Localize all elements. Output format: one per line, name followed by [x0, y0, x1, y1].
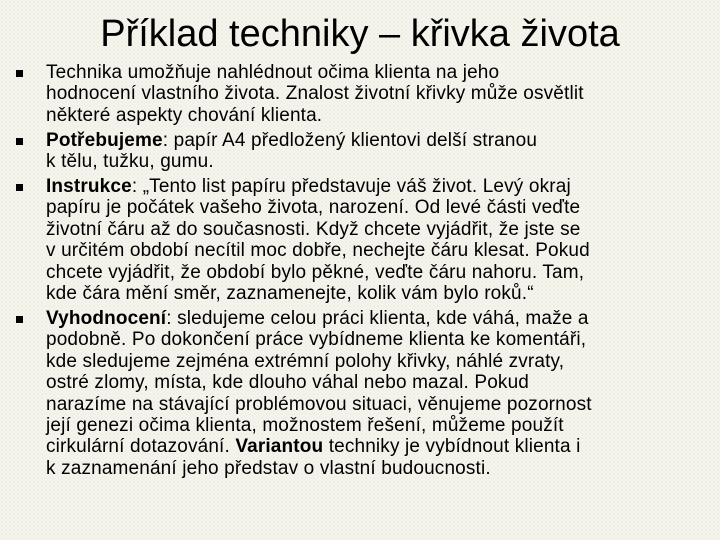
bullet-line: chcete vyjádřit, že období bylo pěkné, veďte čáru nahoru. Tam,	[46, 261, 585, 283]
bullet-line: papíru je počátek vašeho života, narození. Od levé části veďte	[46, 197, 581, 219]
bullet-line: její genezi očima klienta, možnostem řešení, můžeme použít	[46, 415, 564, 436]
bullet-text: : papír A4 předložený klientovi delší stranou	[162, 129, 538, 151]
bullet-line: životní čáru až do současnosti. Když chcete vyjádřit, že jste se	[46, 218, 581, 240]
bullet-label: Vyhodnocení	[46, 307, 167, 329]
bullet-mixed-line	[46, 436, 718, 457]
bullet-square-icon	[16, 316, 23, 323]
bullet-label: Potřebujeme	[46, 129, 163, 151]
bullet-text: techniky je vybídnout klienta i	[323, 436, 581, 458]
bullet-line: Technika umožňuje nahlédnout očima klienta na jeho	[46, 62, 500, 83]
bullet-text: cirkulární dotazování.	[46, 436, 236, 458]
bullet-square-icon	[16, 70, 23, 77]
bullet-first-line	[46, 308, 718, 329]
bullet-first-line	[46, 176, 718, 197]
bullet-square-icon	[16, 184, 23, 191]
bullet-line: kde sledujeme zejména extrémní polohy křivky, náhlé zvraty,	[46, 350, 565, 372]
bullet-emphasis: Variantou	[235, 436, 324, 458]
slide-title: Příklad techniky – křivka života	[100, 13, 620, 55]
bullet-line: k zaznamenání jeho představ o vlastní budoucnosti.	[46, 457, 491, 479]
bullet-square-icon	[16, 138, 23, 145]
bullet-line: ostré zlomy, místa, kde dlouho váhal nebo mazal. Pokud	[46, 372, 529, 394]
bullet-line: podobně. Po dokončení práce vybídneme klienta ke komentáři,	[46, 329, 587, 351]
bullet-text: : „Tento list papíru představuje váš život. Levý okraj	[131, 176, 571, 198]
bullet-list	[14, 62, 718, 483]
bullet-technique-description	[14, 62, 718, 126]
bullet-line: narazíme na stávající problémovou situaci, věnujeme pozornost	[46, 393, 592, 415]
bullet-line: k tělu, tužku, gumu.	[46, 151, 214, 173]
bullet-label: Instrukce	[46, 176, 132, 198]
bullet-materials	[14, 130, 718, 173]
bullet-line: kde čára mění směr, zaznamenejte, kolik vám bylo roků.“	[46, 283, 534, 305]
bullet-line: v určitém období necítil moc dobře, nechejte čáru klesat. Pokud	[46, 240, 590, 262]
bullet-line: hodnocení vlastního života. Znalost životní křivky může osvětlit	[46, 83, 584, 105]
bullet-text: : sledujeme celou práci klienta, kde váhá, maže a	[166, 307, 589, 329]
bullet-instructions	[14, 176, 718, 304]
bullet-line: některé aspekty chování klienta.	[46, 104, 323, 126]
bullet-first-line	[46, 130, 718, 151]
bullet-evaluation	[14, 308, 718, 479]
